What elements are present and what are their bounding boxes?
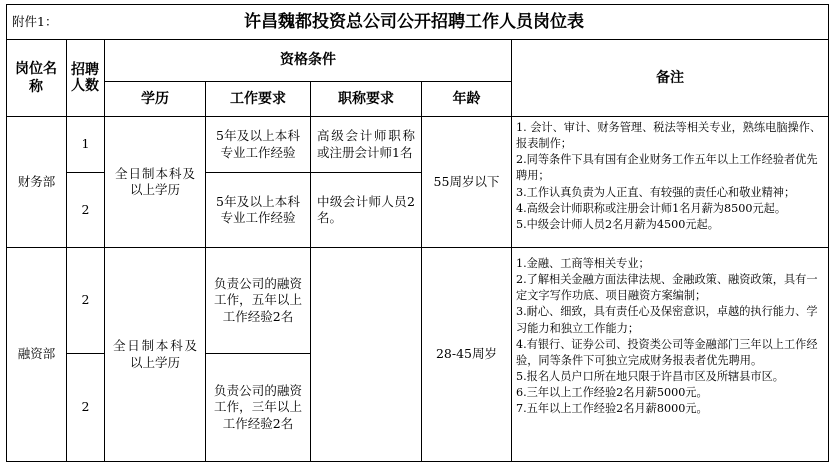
finance-remarks (512, 117, 828, 247)
financing-count-2: 2 (81, 399, 90, 415)
header-remarks: 备注 (656, 69, 684, 86)
finance-title-requirement-2: 中级会计师人员2名。 (317, 193, 415, 225)
financing-work-requirement-1: 负责公司的融资工作，五年以上工作经验2名 (214, 276, 302, 324)
header-title-requirement: 职称要求 (338, 90, 394, 107)
financing-remark-3: 3.耐心、细致，具有责任心及保密意识，卓越的执行能力、学习能力和独立工作能力； (516, 305, 818, 335)
page-title: 许昌魏都投资总公司公开招聘工作人员岗位表 (244, 11, 584, 32)
finance-remark-2: 2.同等条件下具有国有企业财务工作五年以上工作经验者优先聘用； (516, 153, 818, 183)
finance-remark-5: 5.中级会计师人员2名月薪为4500元起。 (516, 217, 719, 231)
finance-education: 全日制本科及以上学历 (115, 165, 195, 197)
financing-remarks (512, 248, 828, 461)
header-education: 学历 (141, 90, 169, 107)
finance-remark-1: 1. 会计、审计、财务管理、税法等相关专业，熟练电脑操作、报表制作； (516, 121, 822, 151)
header-recruit-count: 招聘人数 (71, 61, 99, 94)
financing-age: 28-45周岁 (435, 346, 498, 362)
financing-remark-1: 1.金融、工商等相关专业； (516, 257, 650, 270)
header-age: 年龄 (452, 90, 481, 107)
header-work-requirement: 工作要求 (230, 90, 286, 107)
financing-count-1: 2 (81, 292, 90, 308)
finance-title-requirement-1: 高级会计师职称或注册会计师1名 (317, 128, 415, 160)
financing-remark-7: 7.五年以上工作经验2名月薪8000元。 (516, 402, 708, 416)
dept-financing: 融资部 (17, 346, 56, 362)
header-position-name: 岗位名称 (15, 60, 57, 95)
finance-remark-4: 4.高级会计师职称或注册会计师1名月薪为8500元起。 (516, 201, 787, 215)
finance-work-requirement-1: 5年及以上本科专业工作经验 (216, 128, 300, 160)
header-qualifications: 资格条件 (280, 52, 336, 69)
finance-remark-3: 3.工作认真负责为人正直、有较强的责任心和敬业精神； (516, 185, 796, 199)
financing-remark-5: 5.报名人员户口所在地只限于许昌市区及所辖县市区。 (516, 369, 784, 383)
financing-title-requirement-empty (311, 248, 421, 461)
finance-count-2: 2 (81, 201, 90, 217)
financing-remark-4: 4.有银行、证券公司、投资类公司等金融部门三年以上工作经验，同等条件下可独立完成财务报表者优先聘用。 (516, 337, 818, 367)
financing-education: 全日制本科及以上学历 (113, 338, 197, 370)
finance-work-requirement-2: 5年及以上本科专业工作经验 (216, 193, 300, 225)
financing-remark-2: 2.了解相关金融方面法律法规、金融政策、融资政策，具有一定文字写作功底、项目融资方案编制； (516, 273, 818, 303)
dept-finance: 财务部 (17, 173, 56, 189)
finance-age: 55周岁以下 (433, 173, 500, 189)
financing-work-requirement-2: 负责公司的融资工作，三年以上工作经验2名 (214, 383, 302, 431)
finance-count-1: 1 (81, 136, 90, 152)
attachment-label: 附件1： (12, 13, 58, 29)
financing-remark-6: 6.三年以上工作经验2名月薪5000元。 (516, 386, 708, 399)
